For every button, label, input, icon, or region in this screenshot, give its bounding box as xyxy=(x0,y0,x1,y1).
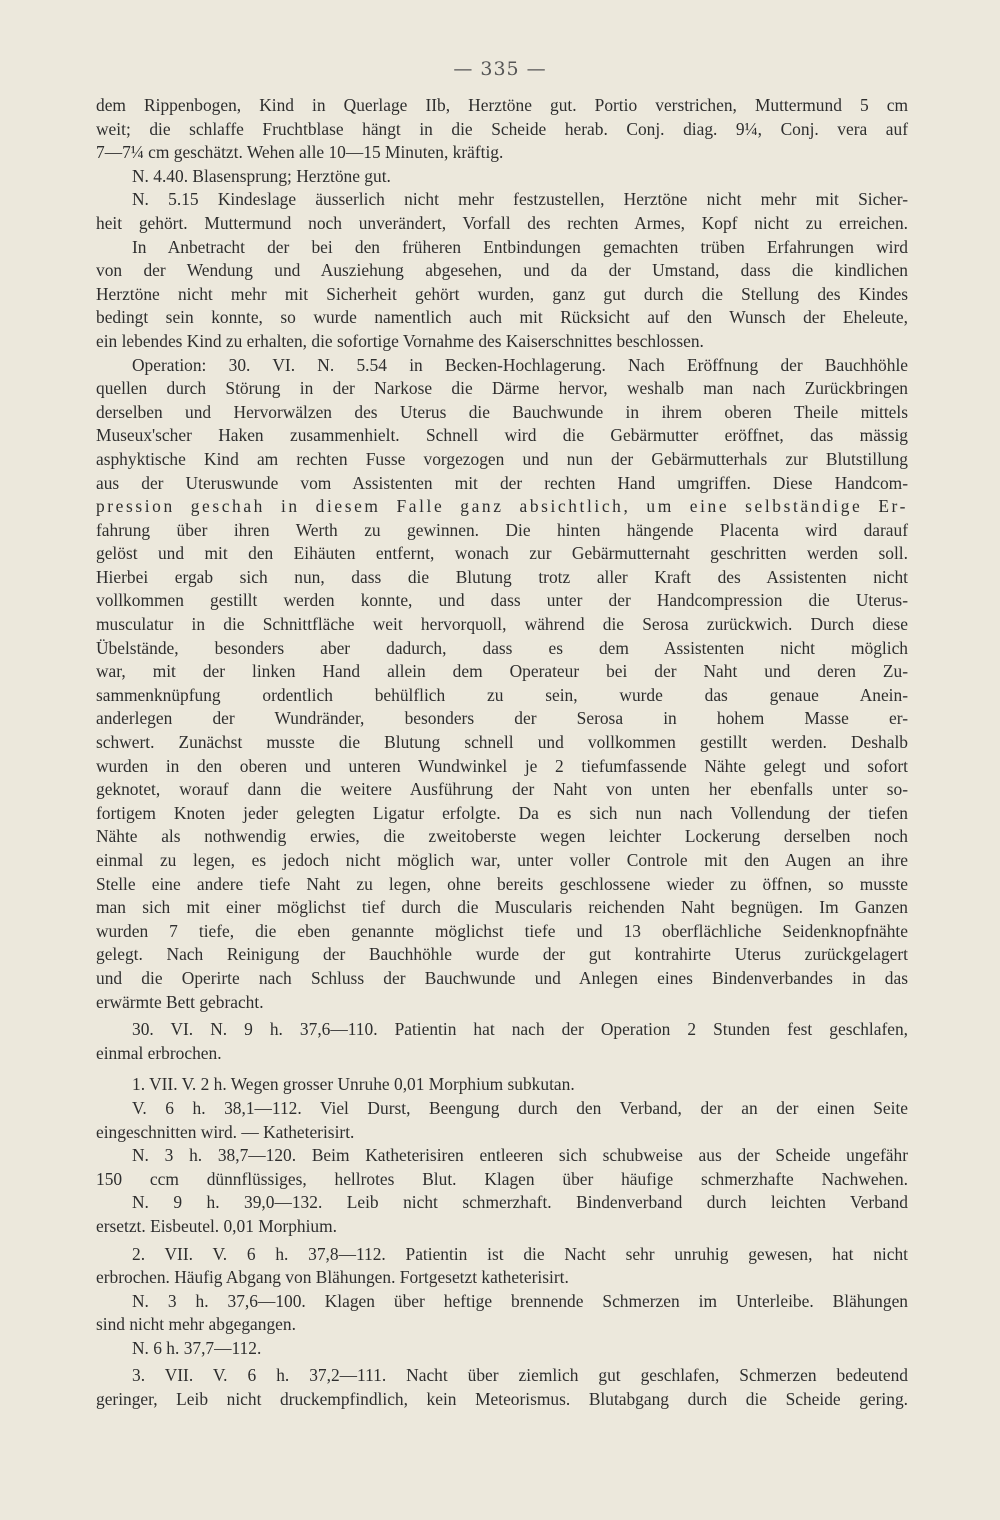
text-line: bedingt sein konnte, so wurde namentlich auch mit Rücksicht auf den Wunsch der Eheleute, xyxy=(96,307,908,328)
text-line: anderlegen der Wundränder, besonders der Serosa in hohem Masse er- xyxy=(96,708,908,729)
text-line: 150 ccm dünnflüssiges, hellrotes Blut. Klagen über häufige schmerzhafte Nachwehen. xyxy=(96,1168,908,1189)
text-line: ersetzt. Eisbeutel. 0,01 Morphium. xyxy=(96,1215,338,1236)
text-line: weit; die schlaffe Fruchtblase hängt in die Scheide herab. Conj. diag. 9¼, Conj. vera auf xyxy=(96,118,908,139)
page-number: — 335 — xyxy=(453,58,547,80)
text-line: wurden 7 tiefe, die eben genannte möglichst tiefe und 13 oberflächliche Seidenknopfnähte xyxy=(96,920,908,941)
text-line: einmal erbrochen. xyxy=(96,1042,222,1063)
text-line: eingeschnitten wird. — Katheterisirt. xyxy=(96,1121,355,1142)
text-line: von der Wendung und Ausziehung abgesehen, und da der Umstand, dass die kindlichen xyxy=(96,260,908,281)
text-line: 1. VII. V. 2 h. Wegen grosser Unruhe 0,01 Morphium subkutan. xyxy=(132,1074,575,1095)
text-line: gelöst und mit den Eihäuten entfernt, wonach zur Gebärmutternaht geschritten werden soll. xyxy=(96,543,908,564)
text-line: geknotet, worauf dann die weitere Ausführung der Naht von unten her ebenfalls unter so- xyxy=(96,779,908,800)
text-line: N. 4.40. Blasensprung; Herztöne gut. xyxy=(132,165,391,186)
text-line: geringer, Leib nicht druckempfindlich, kein Meteorismus. Blutabgang durch die Scheide gering. xyxy=(96,1389,908,1410)
body-text xyxy=(96,94,908,1412)
text-line: 7—7¼ cm geschätzt. Wehen alle 10—15 Minuten, kräftig. xyxy=(96,142,504,163)
text-line: vollkommen gestillt werden konnte, und dass unter der Handcompression die Uterus- xyxy=(96,590,908,611)
text-line: fortigem Knoten jeder gelegten Ligatur erfolgte. Da es sich nun nach Vollendung der tiefen xyxy=(96,802,908,823)
text-line: quellen durch Störung in der Narkose die Därme hervor, weshalb man nach Zurückbringen xyxy=(96,378,908,399)
text-line: musculatur in die Schnittfläche weit hervorquoll, während die Serosa zurückwich. Durch diese xyxy=(96,614,908,635)
text-line: wurden in den oberen und unteren Wundwinkel je 2 tiefumfassende Nähte gelegt und sofort xyxy=(96,755,908,776)
text-line: N. 3 h. 37,6—100. Klagen über heftige brennende Schmerzen im Unterleibe. Blähungen xyxy=(132,1290,908,1311)
text-line: erbrochen. Häufig Abgang von Blähungen. Fortgesetzt katheterisirt. xyxy=(96,1267,569,1288)
text-line: sind nicht mehr abgegangen. xyxy=(96,1314,296,1335)
text-line: 2. VII. V. 6 h. 37,8—112. Patientin ist die Nacht sehr unruhig gewesen, hat nicht xyxy=(132,1243,908,1264)
text-line: Stelle eine andere tiefe Naht zu legen, ohne bereits geschlossene wieder zu öffnen, so musste xyxy=(96,873,908,894)
text-line: V. 6 h. 38,1—112. Viel Durst, Beengung durch den Verband, der an der einen Seite xyxy=(132,1097,908,1118)
text-line: Herztöne nicht mehr mit Sicherheit gehört wurden, ganz gut durch die Stellung des Kindes xyxy=(96,283,908,304)
text-line: gelegt. Nach Reinigung der Bauchhöhle wurde der gut kontrahirte Uterus zurückgelagert xyxy=(96,944,908,965)
text-line: In Anbetracht der bei den früheren Entbindungen gemachten trüben Erfahrungen wird xyxy=(132,236,908,257)
text-line: N. 3 h. 38,7—120. Beim Katheterisiren entleeren sich schubweise aus der Scheide ungefähr xyxy=(132,1145,908,1166)
text-line: schwert. Zunächst musste die Blutung schnell und vollkommen gestillt werden. Deshalb xyxy=(96,732,908,753)
text-line: 3. VII. V. 6 h. 37,2—111. Nacht über ziemlich gut geschlafen, Schmerzen bedeutend xyxy=(132,1365,908,1386)
text-line: N. 6 h. 37,7—112. xyxy=(132,1337,262,1358)
text-line: war, mit der linken Hand allein dem Operateur bei der Naht und deren Zu- xyxy=(96,661,908,682)
text-line: sammenknüpfung ordentlich behülflich zu sein, wurde das genaue Anein- xyxy=(96,684,908,705)
text-line: man sich mit einer möglichst tief durch die Muscularis reichenden Naht begnügen. Im Ganzen xyxy=(96,897,908,918)
text-line: heit gehört. Muttermund noch unverändert, Vorfall des rechten Armes, Kopf nicht zu erreichen. xyxy=(96,212,908,233)
text-line: fahrung über ihren Werth zu gewinnen. Die hinten hängende Placenta wird darauf xyxy=(96,519,908,540)
text-line: N. 9 h. 39,0—132. Leib nicht schmerzhaft. Bindenverband durch leichten Verband xyxy=(132,1192,908,1213)
text-line: ein lebendes Kind zu erhalten, die sofortige Vornahme des Kaiserschnittes beschlossen. xyxy=(96,330,704,351)
text-line: pression geschah in diesem Falle ganz absichtlich, um eine selbständige Er- xyxy=(96,496,908,517)
text-line: Operation: 30. VI. N. 5.54 in Becken-Hochlagerung. Nach Eröffnung der Bauchhöhle xyxy=(132,354,908,375)
text-line: N. 5.15 Kindeslage äusserlich nicht mehr festzustellen, Herztöne nicht mehr mit Sicher- xyxy=(132,189,908,210)
text-line: Übelstände, besonders aber dadurch, dass es dem Assistenten nicht möglich xyxy=(96,637,908,658)
text-line: Hierbei ergab sich nun, dass die Blutung trotz aller Kraft des Assistenten nicht xyxy=(96,566,908,587)
text-line: und die Operirte nach Schluss der Bauchwunde und Anlegen eines Bindenverbandes in das xyxy=(96,967,908,988)
text-line: Nähte als nothwendig erwies, die zweitoberste wegen leichter Lockerung derselben noch xyxy=(96,826,908,847)
text-line: dem Rippenbogen, Kind in Querlage IIb, Herztöne gut. Portio verstrichen, Muttermund 5 cm xyxy=(96,95,908,115)
text-line: asphyktische Kind am rechten Fusse vorgezogen und nun der Gebärmutterhals zur Blutstillung xyxy=(96,448,908,469)
text-line: erwärmte Bett gebracht. xyxy=(96,991,264,1012)
text-line: Museux'scher Haken zusammenhielt. Schnell wird die Gebärmutter eröffnet, das mässig xyxy=(96,425,908,446)
text-line: derselben und Hervorwälzen des Uterus die Bauchwunde in ihrem oberen Theile mittels xyxy=(96,401,908,422)
text-line: 30. VI. N. 9 h. 37,6—110. Patientin hat nach der Operation 2 Stunden fest geschlafen, xyxy=(132,1019,908,1040)
text-line: aus der Uteruswunde vom Assistenten mit der rechten Hand umgriffen. Diese Handcom- xyxy=(96,472,908,493)
text-line: einmal zu legen, es jedoch nicht möglich war, unter voller Controle mit den Augen an ihre xyxy=(96,850,908,870)
paragraph-gap xyxy=(96,1065,908,1073)
